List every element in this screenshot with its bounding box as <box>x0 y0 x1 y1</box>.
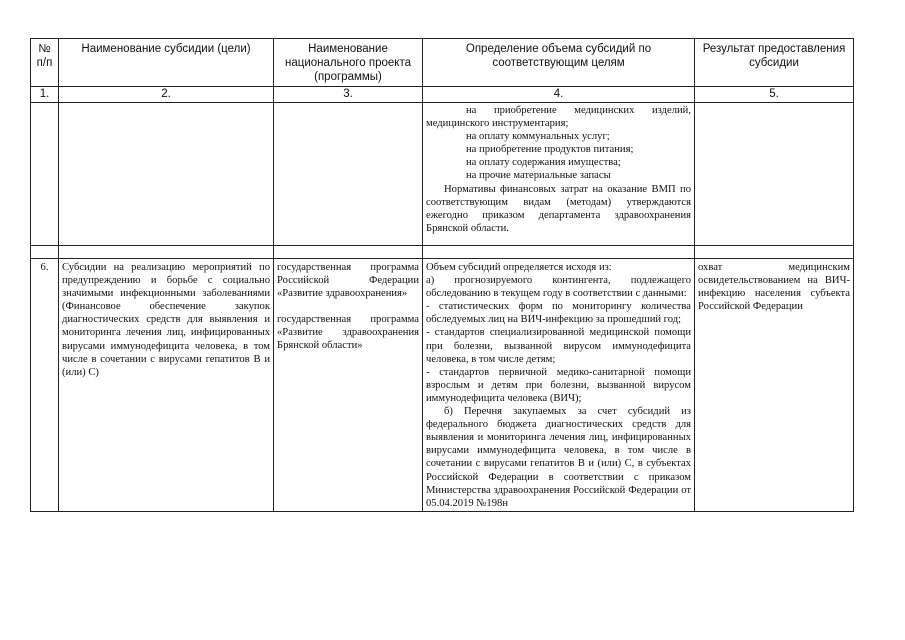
cont-definition-cell <box>423 103 695 246</box>
cont-cell-2 <box>59 103 274 246</box>
header-number: № п/п <box>31 39 59 87</box>
column-number-5: 5. <box>695 87 854 103</box>
gap-cell-4 <box>423 246 695 259</box>
continuation-row <box>31 103 854 246</box>
gap-cell-3 <box>274 246 423 259</box>
column-number-1: 1. <box>31 87 59 103</box>
cont-cell-1 <box>31 103 59 246</box>
definition-line-4: - стандартов специализированной медицинской помощи при болезни, вызванной вирусом иммунодефицита человека, в том числе детям; <box>426 327 691 365</box>
subsidy-result: охват медицинским освидетельствованием на ВИЧ-инфекцию населения субъекта Российской Федерации <box>695 259 854 512</box>
cont-cell-5 <box>695 103 854 246</box>
header-result: Результат предоставления субсидии <box>695 39 854 87</box>
gap-cell-5 <box>695 246 854 259</box>
header-subsidy-name: Наименование субсидии (цели) <box>59 39 274 87</box>
column-number-3: 3. <box>274 87 423 103</box>
definition-line-5: - стандартов первичной медико-санитарной помощи взрослым и детям при болезни, вызванной вирусом иммунодефицита человека (ВИЧ); <box>426 366 691 404</box>
definition-line-3: - статистических форм по мониторингу количества обследуемых лиц на ВИЧ-инфекцию за прошедший год; <box>426 301 691 326</box>
project-federal: государственная программа Российской Федерации «Развитие здравоохранения» <box>277 262 419 300</box>
cont-line-1: на приобретение медицинских изделий, медицинского инструментария; <box>426 105 691 130</box>
gap-cell-2 <box>59 246 274 259</box>
cont-cell-3 <box>274 103 423 246</box>
column-number-2: 2. <box>59 87 274 103</box>
column-number-4: 4. <box>423 87 695 103</box>
header-row <box>31 39 854 87</box>
national-project <box>274 259 423 512</box>
definition-line-2: а) прогнозируемого контингента, подлежащего обследованию в текущем году в соответствии с данными: <box>426 275 691 300</box>
volume-definition <box>423 259 695 512</box>
header-volume-definition: Определение объема субсидий по соответствующим целям <box>423 39 695 87</box>
row-number: 6. <box>31 259 59 512</box>
definition-line-6: б) Перечня закупаемых за счет субсидий из федерального бюджета диагностических средств для выявления и мониторинга лечения лиц, инфицированных вирусами иммунодефицита человека, в том числе в сочетании с вирусами гепатитов B и (или) C, в субъектах Российской Федерации в соответствии с приказом Министерства здравоохранения Российской Федерации от 05.04.2019 №198н <box>426 406 691 509</box>
table-row <box>31 259 854 512</box>
gap-row <box>31 246 854 259</box>
gap-cell-1 <box>31 246 59 259</box>
numbering-row <box>31 87 854 103</box>
header-national-project: Наименование национального проекта (программы) <box>274 39 423 87</box>
subsidy-table <box>30 38 854 512</box>
cont-line-3: на приобретение продуктов питания; <box>466 144 634 156</box>
subsidy-name: Субсидии на реализацию мероприятий по предупреждению и борьбе с социально значимыми инфекционными заболеваниями (Финансовое обеспечение закупок диагностических средств для выявления и мониторинга лечения лиц, инфицированных вирусами иммунодефицита человека, в том числе в сочетании с вирусами гепатитов B и (или) C) <box>59 259 274 512</box>
cont-line-5: на прочие материальные запасы <box>466 170 611 182</box>
definition-line-1: Объем субсидий определяется исходя из: <box>426 262 612 273</box>
cont-line-2: на оплату коммунальных услуг; <box>466 131 610 143</box>
project-regional: государственная программа «Развитие здравоохранения Брянской области» <box>277 314 419 352</box>
cont-line-6: Нормативы финансовых затрат на оказание ВМП по соответствующим видам (методам) утверждаются ежегодно приказом департамента здравоохранения Брянской области. <box>426 183 691 234</box>
cont-line-4: на оплату содержания имущества; <box>466 157 621 169</box>
